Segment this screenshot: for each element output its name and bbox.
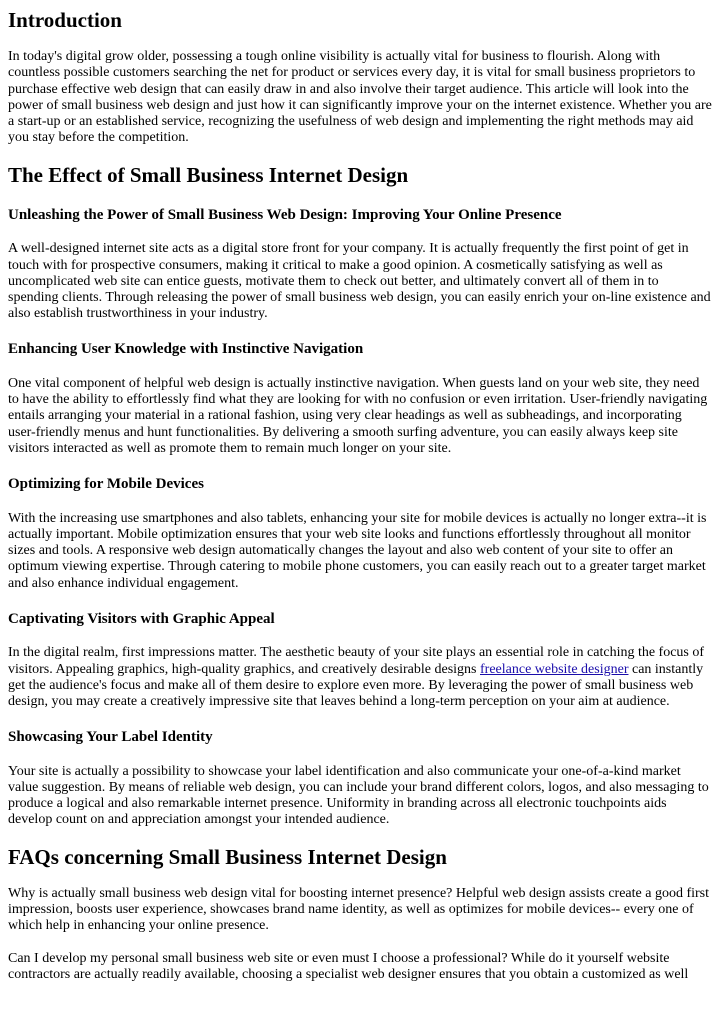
subheading-graphic-appeal: Captivating Visitors with Graphic Appeal (8, 610, 275, 627)
paragraph-graphic-appeal-after-link: can instantly get the audience's focus and make all of them desire to explore even more. By leveraging the power of small business web design, you may create a creatively impressive site that leaves behind a long-term perception on your aim at audience. (8, 661, 704, 709)
freelance-designer-link[interactable]: freelance website designer (480, 661, 629, 677)
subheading-unleashing-power: Unleashing the Power of Small Business Web Design: Improving Your Online Presence (8, 206, 562, 223)
subheading-brand-identity: Showcasing Your Label Identity (8, 729, 213, 746)
section-heading-faqs: FAQs concerning Small Business Internet Design (8, 844, 447, 869)
intro-paragraph: In today's digital grow older, possessing a tough online visibility is actually vital for business to flourish. Along with countless possible customers searching the net for product or services every day, it is vital for small business proprietors to purchase effective web design that can easily draw in and also involve their target audience. This article will look into the power of small business web design and just how it can significantly improve your on the internet existence. Whether you are a start-up or an established service, recognizing the usefulness of web design and implementing the right methods may aid you stay before the competition. (8, 49, 712, 146)
paragraph-navigation: One vital component of helpful web design is actually instinctive navigation. When guests land on your web site, they need to have the ability to effortlessly find what they are looking for with no confusion or even irritation. User-friendly navigating entails arranging your material in a rational fashion, using very clear headings as well as subheadings, and incorporating user-friendly menus and hunt functionalities. By delivering a smooth surfing adventure, you can easily always keep site visitors interacted as well as promote them to remain much longer on your site. (8, 375, 708, 456)
subheading-navigation: Enhancing User Knowledge with Instinctive Navigation (8, 341, 364, 358)
article (0, 8, 720, 983)
faq-paragraph-importance: Why is actually small business web design vital for boosting internet presence? Helpful web design assists create a good first impression, boosts user experience, showcases brand name identity, as well as optimizes for mobile devices-- every one of which help in enhancing your online presence. (8, 885, 709, 934)
faq-paragraph-diy-or-professional: Can I develop my personal small business web site or even must I choose a professional? While do it yourself website contractors are actually readily available, choosing a specialist web designer ensures that you obtain a customized as well (8, 950, 689, 982)
paragraph-unleashing-power: A well-designed internet site acts as a digital store front for your company. It is actually frequently the first point of get in touch with for prospective consumers, making it critical to make a good opinion. A cosmetically satisfying as well as uncomplicated web site can entice guests, motivate them to check out better, and ultimately convert all of them in to spending clients. Through releasing the power of small business web design, you can easily enrich your on-line existence and also establish trustworthiness in your industry. (8, 241, 711, 322)
subheading-mobile: Optimizing for Mobile Devices (8, 476, 204, 493)
paragraph-brand-identity: Your site is actually a possibility to showcase your label identification and also communicate your one-of-a-kind market value suggestion. By means of reliable web design, you can include your brand different colors, logos, and also messaging to produce a logical and also remarkable internet presence. Uniformity in branding across all electronic touchpoints aids develop count on and appreciation amongst your intended audience. (8, 763, 709, 828)
section-heading-introduction: Introduction (8, 8, 122, 32)
paragraph-graphic-appeal-before-link: In the digital realm, first impressions matter. The aesthetic beauty of your site plays an essential role in catching the focus of visitors. Appealing graphics, high-quality graphics, and creatively desirable designs (8, 645, 705, 677)
paragraph-graphic-appeal (8, 645, 712, 710)
paragraph-mobile: With the increasing use smartphones and also tablets, enhancing your site for mobile devices is actually no longer extra--it is actually important. Mobile optimization ensures that your web site looks and functions effortlessly throughout all monitor sizes and tools. A responsive web design automatically changes the layout and also web content of your site to offer an optimum viewing expertise. Through catering to mobile phone customers, you can easily reach out to a greater target market and also enhance individual engagement. (8, 510, 707, 591)
section-heading-effect: The Effect of Small Business Internet Design (8, 162, 409, 187)
